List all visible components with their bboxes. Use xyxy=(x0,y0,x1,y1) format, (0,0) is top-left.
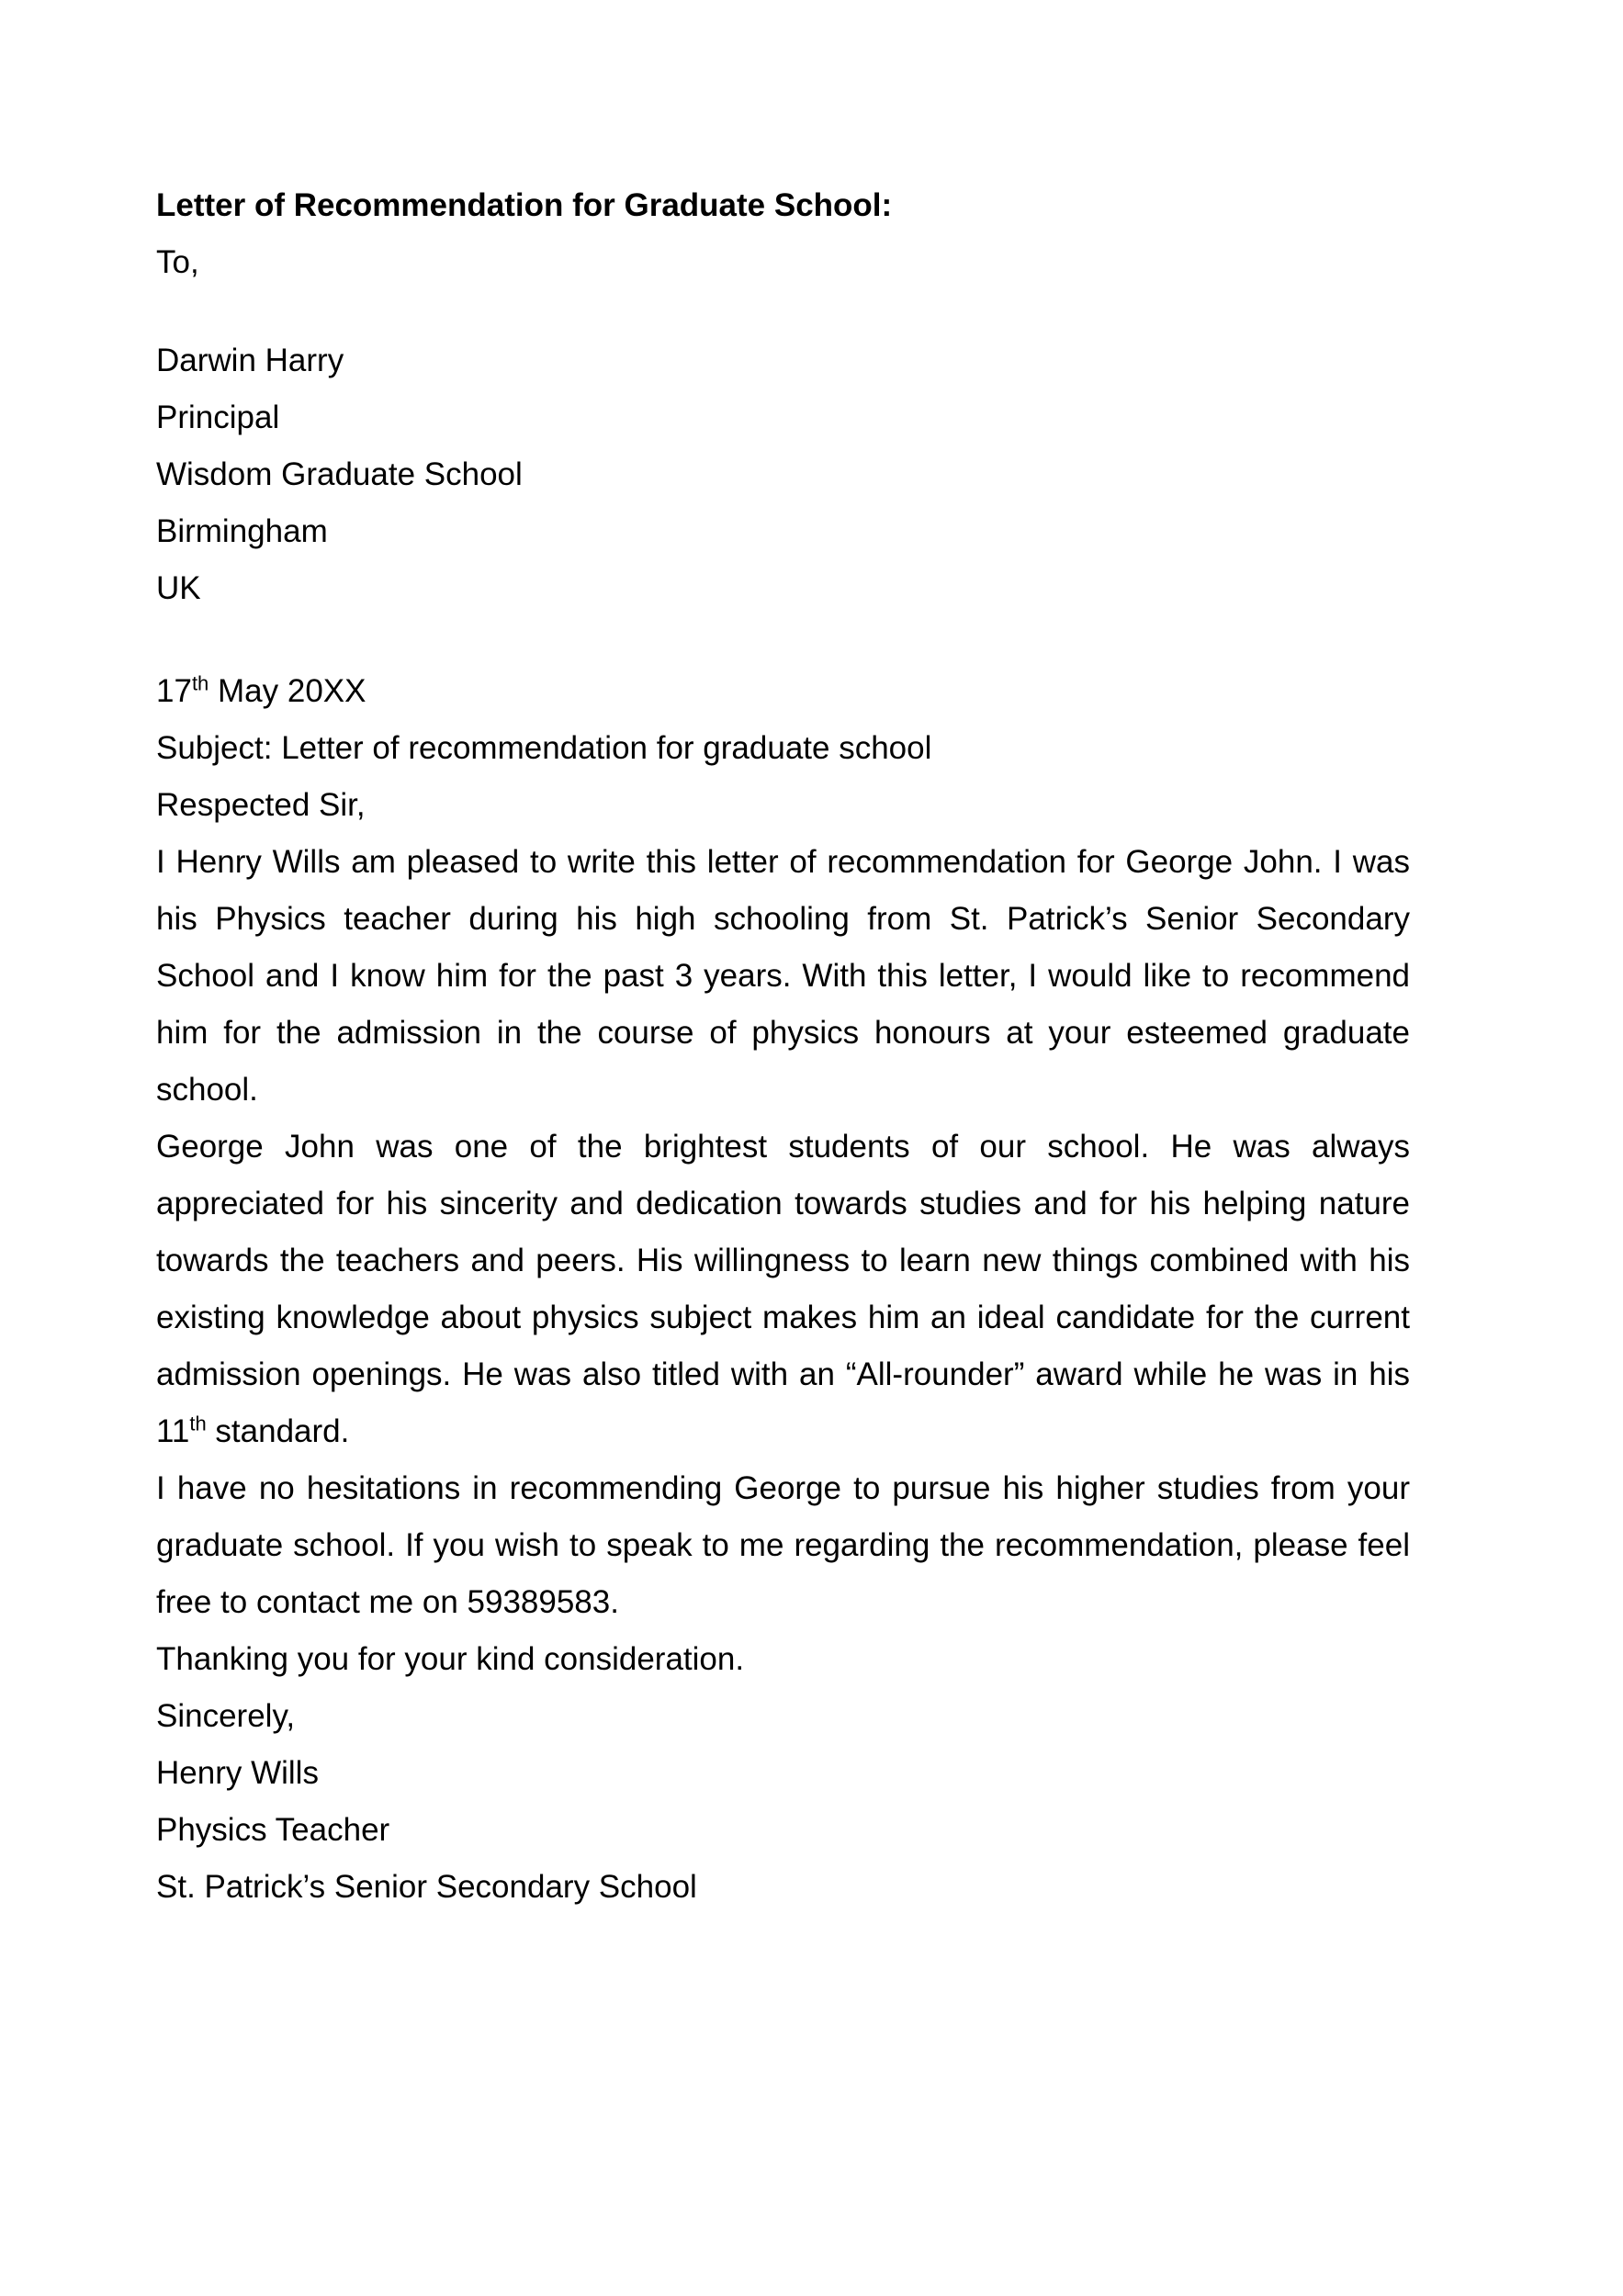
recipient-name: Darwin Harry xyxy=(156,343,344,378)
signature-school: St. Patrick’s Senior Secondary School xyxy=(156,1869,697,1905)
date-day: 17 xyxy=(156,673,192,709)
signature-name: Henry Wills xyxy=(156,1755,319,1791)
recipient-city: Birmingham xyxy=(156,513,328,549)
paragraph-recommendation: I have no hesitations in recommending George to pursue his higher studies from your graduate school. If you wish to speak to me regarding the recommendation, please feel free to contact me on 59389583. xyxy=(156,1470,1410,1620)
date-line xyxy=(156,663,1410,720)
paragraph-introduction: I Henry Wills am pleased to write this letter of recommendation for George John. I was his Physics teacher during his high schooling from St. Patrick’s Senior Secondary School and I know him for the past 3 years. With this letter, I would like to recommend him for the admission in the course of physics honours at your esteemed graduate school. xyxy=(156,844,1410,1108)
signoff-line: Sincerely, xyxy=(156,1698,296,1734)
date-rest: May 20XX xyxy=(209,673,366,709)
recipient-role: Principal xyxy=(156,400,280,435)
date-ordinal-suffix: th xyxy=(191,671,209,695)
recipient-organization: Wisdom Graduate School xyxy=(156,456,523,492)
thank-you-line: Thanking you for your kind consideration. xyxy=(156,1641,745,1677)
recipient-address-block xyxy=(156,332,1410,617)
date-subject-block xyxy=(156,663,1410,834)
paragraph-student-qualities-text: George John was one of the brightest students of our school. He was always appreciated for his sincerity and dedication towards studies and for his helping nature towards the teachers and peers. His willingness to learn new things combined with his existing knowledge about physics subject makes him an ideal candidate for the current admission openings. He was also titled with an “All-rounder” award while he was in his 11 xyxy=(156,1129,1410,1449)
letter-title: Letter of Recommendation for Graduate School: xyxy=(156,187,893,223)
standard-ordinal-suffix: th xyxy=(189,1412,207,1435)
paragraph-student-qualities-end: standard. xyxy=(206,1413,350,1449)
recipient-country: UK xyxy=(156,570,201,606)
paragraph-student-qualities xyxy=(156,1119,1410,1460)
subject-line: Subject: Letter of recommendation for graduate school xyxy=(156,730,932,766)
signature-role: Physics Teacher xyxy=(156,1812,390,1848)
salutation-to: To, xyxy=(156,244,199,280)
greeting-line: Respected Sir, xyxy=(156,787,366,823)
